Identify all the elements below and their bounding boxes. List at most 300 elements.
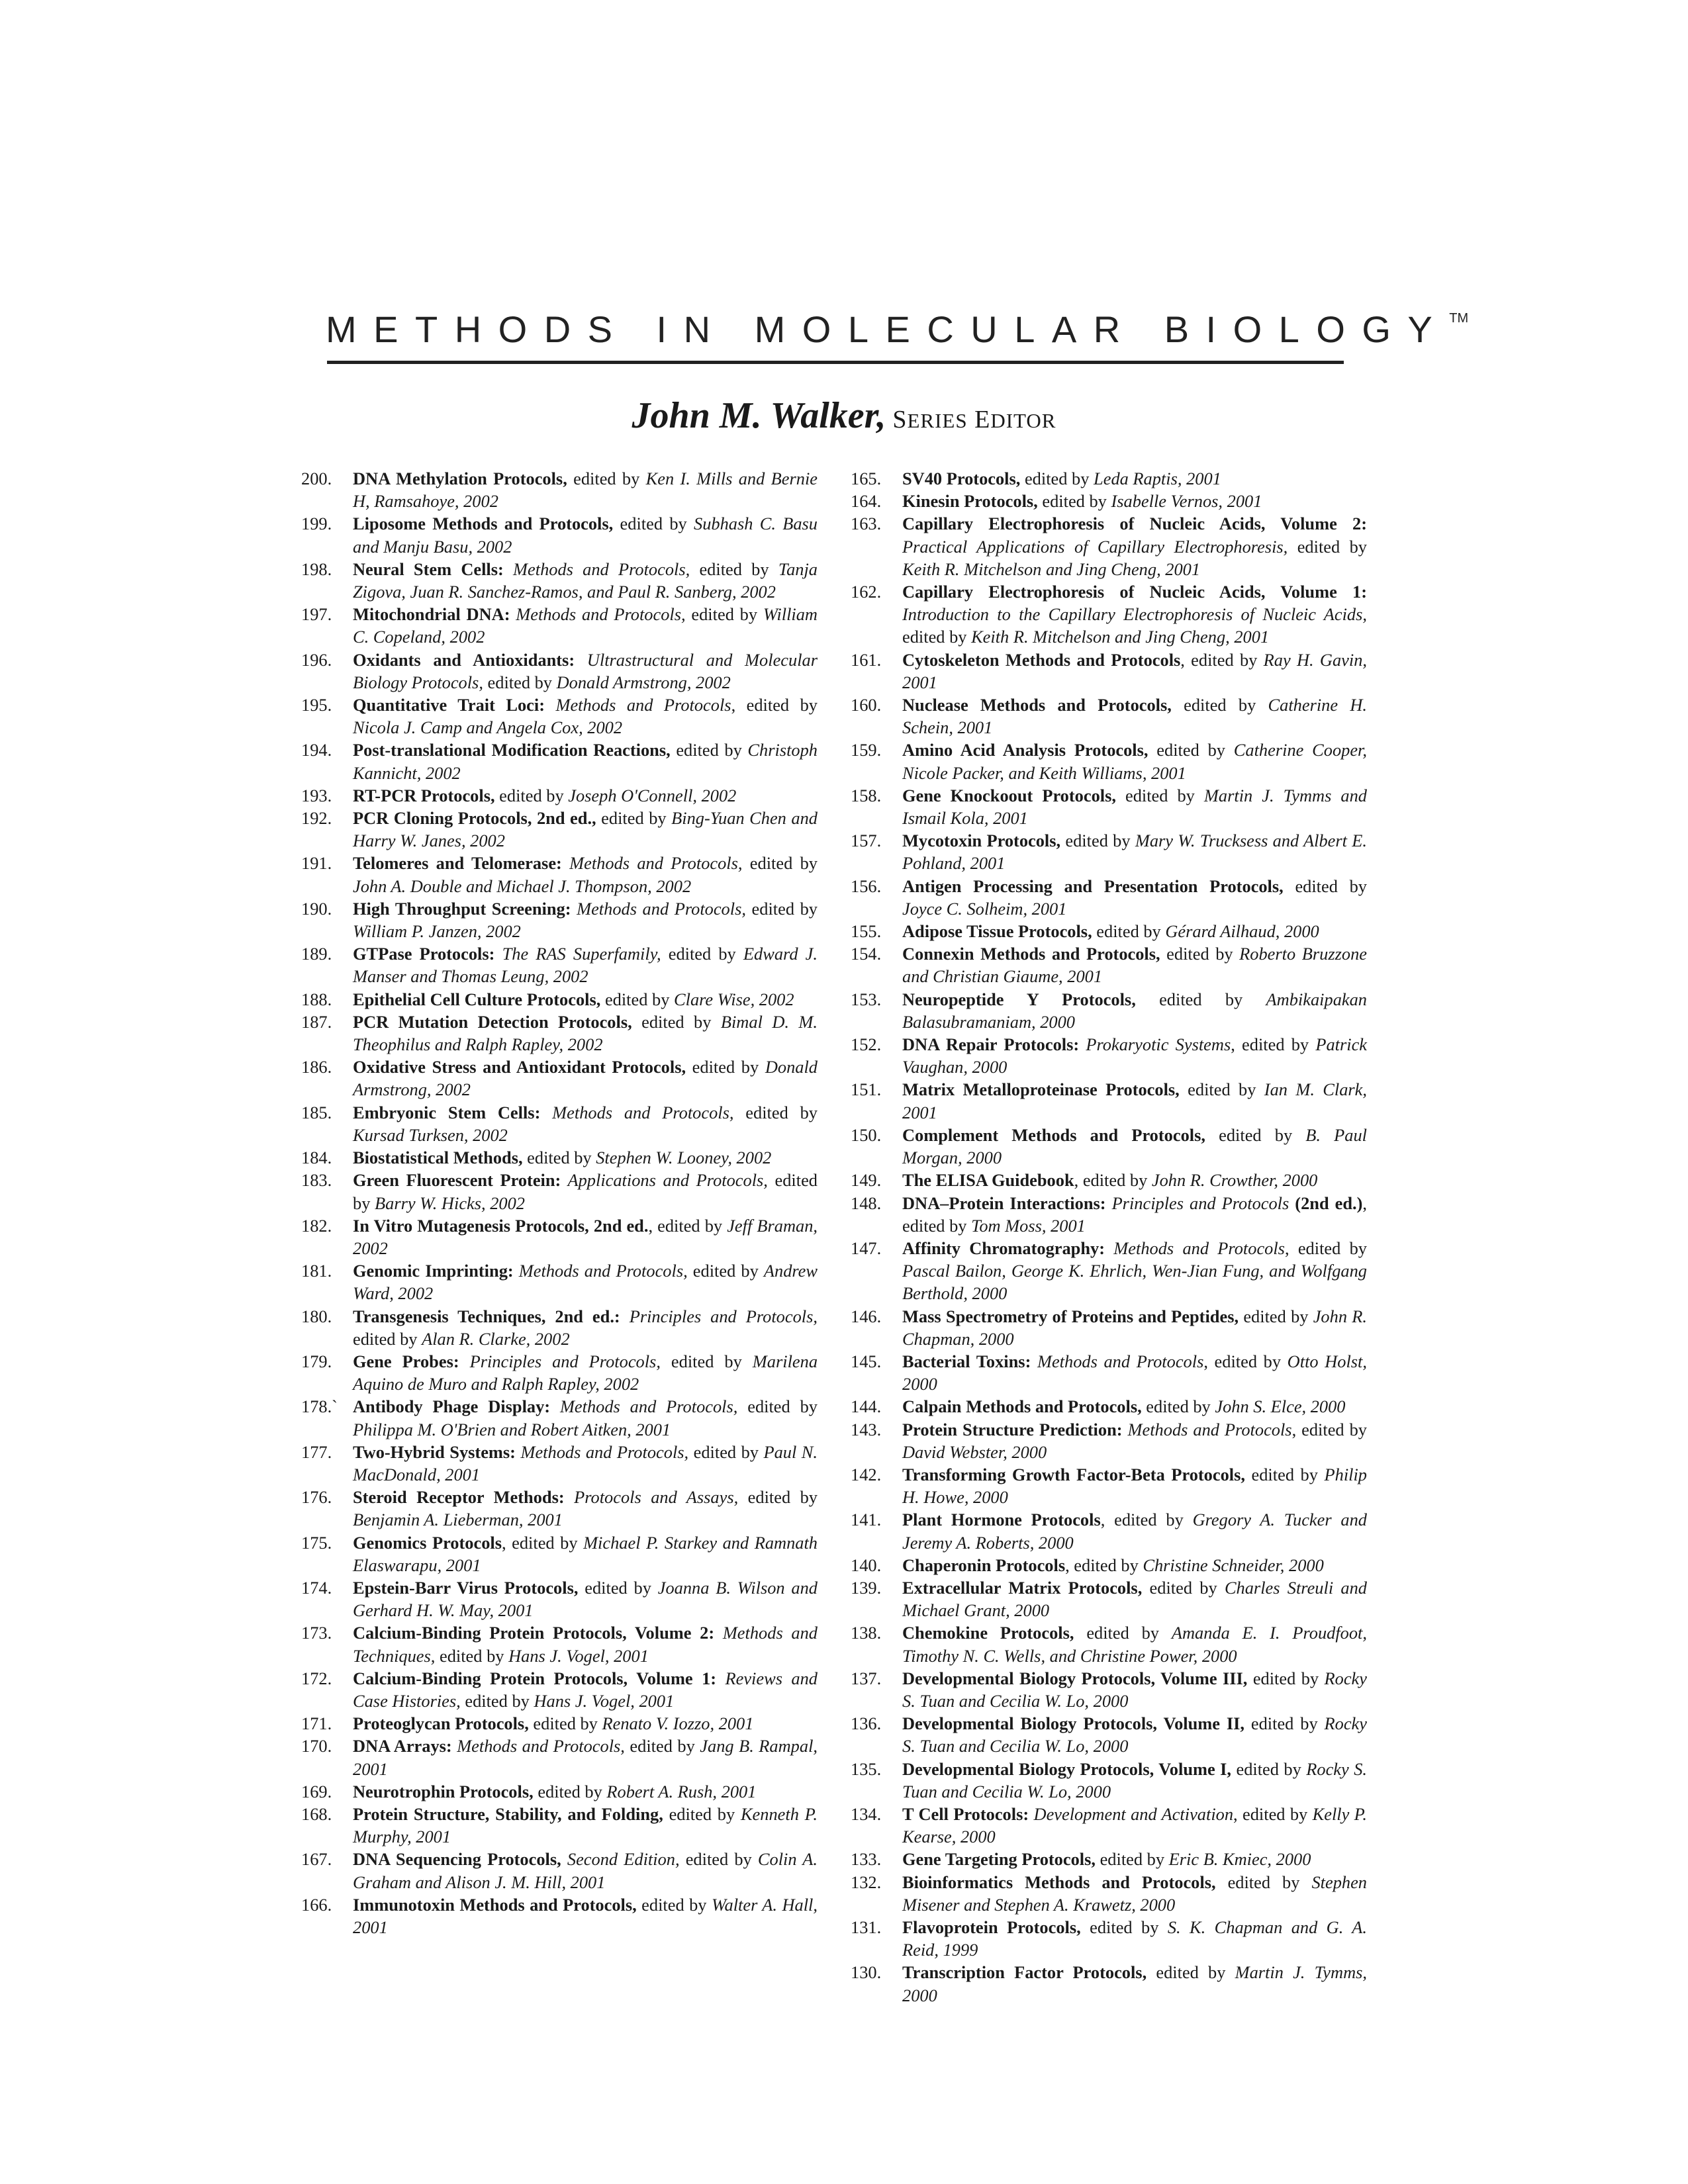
book-title: T Cell Protocols: bbox=[902, 1803, 1029, 1824]
book-number: 180. bbox=[301, 1306, 332, 1326]
editor-role bbox=[892, 406, 1056, 433]
book-title: DNA Methylation Protocols, bbox=[353, 469, 567, 488]
book-authors: Andrew Ward, 2002 bbox=[353, 1261, 818, 1304]
book-entry bbox=[301, 1169, 818, 1214]
book-title: Gene Probes: bbox=[353, 1351, 459, 1371]
edited-by-label: edited by bbox=[1074, 1623, 1172, 1643]
book-title: Nuclease Methods and Protocols, bbox=[902, 695, 1172, 715]
book-entry bbox=[301, 1486, 818, 1531]
book-authors: Subhash C. Basu and Manju Basu, 2002 bbox=[353, 514, 818, 557]
book-authors: Joyce C. Solheim, 2001 bbox=[902, 898, 1067, 919]
book-entry bbox=[301, 784, 818, 807]
book-number: 149. bbox=[851, 1170, 882, 1191]
book-authors: Renato V. Iozzo, 2001 bbox=[602, 1713, 754, 1734]
book-title: Capillary Electrophoresis of Nucleic Acids, Volume 1: bbox=[902, 582, 1367, 602]
book-entry bbox=[301, 558, 818, 603]
book-title: Embryonic Stem Cells: bbox=[353, 1102, 541, 1122]
right-book-list bbox=[851, 467, 1367, 2007]
book-authors: Kenneth P. Murphy, 2001 bbox=[353, 1803, 818, 1847]
book-subtitle: Methods and Protocols bbox=[1122, 1419, 1292, 1439]
edited-by-label: edited by bbox=[1205, 1124, 1306, 1145]
edited-by-label: edited by bbox=[578, 1577, 658, 1598]
book-title: Kinesin Protocols, bbox=[902, 491, 1038, 512]
edited-by-label: , edited by bbox=[1065, 1555, 1143, 1575]
book-subtitle: Methods and Protocols, bbox=[451, 1736, 625, 1756]
edited-by-label: edited by bbox=[494, 785, 569, 805]
book-number: 165. bbox=[851, 469, 882, 488]
book-authors: Bing-Yuan Chen and Harry W. Janes, 2002 bbox=[353, 808, 818, 851]
book-entry bbox=[851, 1916, 1367, 1961]
book-authors: Joseph O'Connell, 2002 bbox=[568, 785, 737, 805]
book-number: 143. bbox=[851, 1419, 882, 1439]
book-entry bbox=[301, 852, 818, 897]
book-authors: Donald Armstrong, 2002 bbox=[556, 672, 731, 692]
book-title: The ELISA Guidebook bbox=[902, 1170, 1074, 1191]
book-authors: Amanda E. I. Proudfoot, Timothy N. C. Wells, and Christine Power, 2000 bbox=[902, 1623, 1367, 1666]
book-authors: Stephen W. Looney, 2002 bbox=[596, 1148, 772, 1168]
book-authors: Roberto Bruzzone and Christian Giaume, 2001 bbox=[902, 944, 1367, 987]
book-title: GTPase Protocols: bbox=[353, 944, 495, 964]
edited-by-label: edited by bbox=[624, 1736, 700, 1756]
book-entry bbox=[851, 1554, 1367, 1576]
book-authors: Hans J. Vogel, 2001 bbox=[508, 1645, 649, 1666]
book-authors: Martin J. Tymms, 2000 bbox=[902, 1962, 1368, 2005]
book-number: 194. bbox=[301, 740, 332, 760]
editor-role-ditor: DITOR bbox=[990, 409, 1056, 432]
book-entry bbox=[851, 920, 1367, 942]
book-entry bbox=[301, 1101, 818, 1146]
book-entry bbox=[301, 467, 818, 512]
edited-by-label: edited by bbox=[1179, 1079, 1264, 1100]
book-number: 158. bbox=[851, 785, 882, 805]
book-entry bbox=[851, 1961, 1367, 2006]
book-entry bbox=[851, 467, 1367, 490]
book-entry bbox=[851, 829, 1367, 874]
trademark-mark: TM bbox=[1449, 311, 1469, 326]
book-number: 150. bbox=[851, 1124, 882, 1145]
book-entry bbox=[301, 1350, 818, 1395]
book-authors: Gérard Ailhaud, 2000 bbox=[1165, 921, 1319, 942]
book-entry bbox=[851, 1395, 1367, 1418]
book-authors: Rocky S. Tuan and Cecilia W. Lo, 2000 bbox=[902, 1758, 1367, 1801]
book-entry bbox=[851, 1621, 1367, 1666]
book-title: Steroid Receptor Methods: bbox=[353, 1487, 565, 1508]
editor-name: John M. Walker, bbox=[632, 395, 886, 436]
book-entry bbox=[851, 784, 1367, 829]
book-number: 176. bbox=[301, 1487, 332, 1508]
book-number: 187. bbox=[301, 1011, 332, 1032]
book-number: 179. bbox=[301, 1351, 332, 1371]
book-entry bbox=[301, 1395, 818, 1440]
book-authors: Isabelle Vernos, 2001 bbox=[1111, 491, 1262, 512]
book-title: Matrix Metalloproteinase Protocols, bbox=[902, 1079, 1180, 1100]
book-authors: Edward J. Manser and Thomas Leung, 2002 bbox=[353, 944, 818, 987]
book-authors: Tanja Zigova, Juan R. Sanchez-Ramos, and Paul R. Sanberg, 2002 bbox=[353, 559, 818, 602]
edited-by-label: edited by bbox=[632, 1011, 721, 1032]
book-entry bbox=[301, 512, 818, 557]
book-entry bbox=[301, 649, 818, 694]
book-title: Genomic Imprinting: bbox=[353, 1261, 514, 1281]
book-number: 169. bbox=[301, 1781, 332, 1801]
book-authors: Mary W. Trucksess and Albert E. Pohland, 2001 bbox=[902, 831, 1367, 874]
book-title: Antigen Processing and Presentation Protocols, bbox=[902, 876, 1284, 896]
book-number: 184. bbox=[301, 1148, 332, 1168]
edited-by-label: edited by bbox=[483, 672, 557, 692]
book-title: Quantitative Trait Loci: bbox=[353, 695, 545, 715]
book-title: Telomeres and Telomerase: bbox=[353, 853, 562, 874]
book-subtitle: Reviews and Case Histories, bbox=[353, 1668, 818, 1711]
book-subtitle: Development and Activation bbox=[1029, 1803, 1234, 1824]
book-authors: Philip H. Howe, 2000 bbox=[902, 1464, 1368, 1508]
book-title: Bioinformatics Methods and Protocols, bbox=[902, 1872, 1216, 1892]
book-entry bbox=[851, 490, 1367, 512]
book-number: 144. bbox=[851, 1396, 882, 1417]
book-title: Amino Acid Analysis Protocols, bbox=[902, 740, 1149, 760]
edited-by-label: edited by bbox=[679, 1849, 758, 1870]
edited-by-label: , edited by bbox=[1231, 1034, 1316, 1055]
book-authors: Marilena Aquino de Muro and Ralph Rapley, 2002 bbox=[353, 1351, 818, 1394]
book-entry bbox=[851, 1848, 1367, 1870]
book-number: 188. bbox=[301, 989, 332, 1009]
book-authors: Keith R. Mitchelson and Jing Cheng, 2001 bbox=[971, 627, 1270, 647]
book-title: Extracellular Matrix Protocols, bbox=[902, 1577, 1143, 1598]
book-number: 191. bbox=[301, 853, 332, 874]
book-number: 146. bbox=[851, 1306, 882, 1326]
edited-by-label: edited by bbox=[902, 627, 972, 647]
edited-by-label: edited by bbox=[690, 559, 778, 579]
book-authors: Rocky S. Tuan and Cecilia W. Lo, 2000 bbox=[902, 1713, 1367, 1756]
book-title: Chaperonin Protocols bbox=[902, 1555, 1066, 1575]
edited-by-label: edited by bbox=[596, 808, 672, 829]
edited-by-label: edited by bbox=[1060, 831, 1135, 851]
book-entry bbox=[301, 1305, 818, 1350]
book-number: 166. bbox=[301, 1894, 332, 1915]
book-entry bbox=[851, 1350, 1367, 1395]
book-number: 133. bbox=[851, 1849, 882, 1870]
book-number: 137. bbox=[851, 1668, 882, 1688]
book-title: Connexin Methods and Protocols, bbox=[902, 944, 1160, 964]
book-title: DNA Arrays: bbox=[353, 1736, 452, 1756]
book-number: 148. bbox=[851, 1193, 882, 1213]
book-title: Affinity Chromatography: bbox=[902, 1238, 1105, 1258]
book-number: 139. bbox=[851, 1577, 882, 1598]
book-number: 145. bbox=[851, 1351, 882, 1371]
book-entry bbox=[301, 1011, 818, 1056]
book-title: Transcription Factor Protocols, bbox=[902, 1962, 1147, 1983]
book-title: Epstein-Barr Virus Protocols, bbox=[353, 1577, 579, 1598]
book-entry bbox=[851, 1124, 1367, 1169]
book-entry bbox=[301, 988, 818, 1011]
book-entry bbox=[851, 1576, 1367, 1621]
book-number: 152. bbox=[851, 1034, 882, 1055]
book-title: Protein Structure, Stability, and Folding, bbox=[353, 1803, 663, 1824]
book-title: Gene Knockoout Protocols, bbox=[902, 785, 1116, 805]
edited-by-label: edited by bbox=[460, 1690, 534, 1711]
book-authors: Ken I. Mills and Bernie H, Ramsahoye, 2002 bbox=[353, 469, 818, 512]
edited-by-label: , edited by bbox=[731, 695, 818, 715]
book-number: 160. bbox=[851, 695, 882, 715]
book-title: Oxidative Stress and Antioxidant Protocols, bbox=[353, 1057, 686, 1077]
book-authors: Ray H. Gavin, 2001 bbox=[902, 649, 1367, 692]
book-authors: Walter A. Hall, 2001 bbox=[353, 1894, 818, 1937]
book-number: 183. bbox=[301, 1170, 332, 1191]
book-title: SV40 Protocols, bbox=[902, 469, 1021, 488]
book-authors: John R. Chapman, 2000 bbox=[902, 1306, 1367, 1349]
book-title: Developmental Biology Protocols, Volume III, bbox=[902, 1668, 1248, 1688]
edited-by-label: edited by bbox=[663, 1803, 741, 1824]
book-number: 153. bbox=[851, 989, 882, 1009]
book-number: 156. bbox=[851, 876, 882, 896]
book-authors: Catherine H. Schein, 2001 bbox=[902, 695, 1367, 738]
book-subtitle: Methods and Protocols bbox=[1105, 1238, 1285, 1258]
book-authors: John S. Elce, 2000 bbox=[1215, 1396, 1346, 1417]
edited-by-label: edited by bbox=[1092, 921, 1166, 942]
book-title: Neural Stem Cells: bbox=[353, 559, 504, 579]
book-number: 141. bbox=[851, 1510, 882, 1530]
book-entry bbox=[851, 739, 1367, 784]
editor-role-s: S bbox=[892, 406, 908, 433]
book-entry bbox=[301, 1735, 818, 1780]
book-title: Antibody Phage Display: bbox=[353, 1396, 551, 1417]
edited-by-label: edited by bbox=[533, 1781, 607, 1801]
book-subtitle: Methods and Protocols, bbox=[540, 1102, 734, 1122]
book-title: Oxidants and Antioxidants: bbox=[353, 649, 575, 670]
book-entry bbox=[851, 1078, 1367, 1123]
book-title: DNA Sequencing Protocols, bbox=[353, 1849, 561, 1870]
book-entry bbox=[851, 1667, 1367, 1712]
book-entry bbox=[851, 580, 1367, 649]
edited-by-label: edited by bbox=[1171, 695, 1268, 715]
edited-by-label: edited by bbox=[745, 898, 818, 919]
book-entry bbox=[851, 1871, 1367, 1916]
book-subtitle: Second Edition, bbox=[561, 1849, 680, 1870]
book-title: Calcium-Binding Protein Protocols, Volume 1: bbox=[353, 1668, 717, 1688]
book-title: Immunotoxin Methods and Protocols, bbox=[353, 1894, 637, 1915]
book-entry bbox=[851, 875, 1367, 920]
book-entry bbox=[851, 1033, 1367, 1078]
book-number: 197. bbox=[301, 604, 332, 625]
book-entry bbox=[851, 1803, 1367, 1848]
edited-by-label: edited by bbox=[522, 1148, 596, 1168]
book-number: 134. bbox=[851, 1803, 882, 1824]
book-authors: Philippa M. O'Brien and Robert Aitken, 2001 bbox=[353, 1419, 671, 1439]
book-title: Flavoprotein Protocols, bbox=[902, 1917, 1081, 1937]
book-entry bbox=[301, 694, 818, 739]
book-number: 199. bbox=[301, 514, 332, 534]
edited-by-label: , edited by bbox=[1233, 1803, 1313, 1824]
book-title: Two-Hybrid Systems: bbox=[353, 1441, 516, 1462]
book-authors: Pascal Bailon, George K. Ehrlich, Wen-Jian Fung, and Wolfgang Berthold, 2000 bbox=[902, 1261, 1367, 1304]
book-entry bbox=[301, 603, 818, 648]
edited-by-label: edited by bbox=[528, 1713, 602, 1734]
book-subtitle: Methods and Protocols, bbox=[510, 604, 686, 625]
book-authors: John A. Double and Michael J. Thompson, 2002 bbox=[353, 876, 692, 896]
book-title: Neurotrophin Protocols, bbox=[353, 1781, 534, 1801]
book-title: Transforming Growth Factor-Beta Protocols, bbox=[902, 1464, 1245, 1484]
book-authors: Donald Armstrong, 2002 bbox=[353, 1057, 818, 1100]
book-subtitle: Introduction to the Capillary Electrophoresis of Nucleic Acids, bbox=[902, 604, 1367, 625]
book-number: 163. bbox=[851, 514, 882, 534]
book-subtitle: Principles and Protocols bbox=[1105, 1193, 1289, 1213]
edited-by-label: , edited by bbox=[648, 1215, 727, 1236]
book-number: 175. bbox=[301, 1532, 332, 1553]
book-authors: Bimal D. M. Theophilus and Ralph Rapley, 2002 bbox=[353, 1011, 818, 1055]
book-authors: Tom Moss, 2001 bbox=[971, 1215, 1086, 1236]
book-authors: William P. Janzen, 2002 bbox=[353, 921, 521, 942]
book-entry bbox=[851, 1305, 1367, 1350]
book-number: 157. bbox=[851, 831, 882, 851]
book-entry bbox=[301, 1259, 818, 1304]
book-authors: Ambikaipakan Balasubramaniam, 2000 bbox=[902, 989, 1367, 1032]
book-entry bbox=[851, 512, 1367, 580]
edited-by-label: edited by bbox=[1142, 1577, 1225, 1598]
book-title: Post-translational Modification Reactions, bbox=[353, 740, 671, 760]
edited-by-label: edited by bbox=[660, 1351, 753, 1371]
book-number: 140. bbox=[851, 1555, 882, 1575]
book-title: Liposome Methods and Protocols, bbox=[353, 514, 614, 534]
book-authors: Jang B. Rampal, 2001 bbox=[353, 1736, 818, 1779]
edited-by-label: , edited by bbox=[902, 1193, 1368, 1236]
book-title: Transgenesis Techniques, 2nd ed.: bbox=[353, 1306, 620, 1326]
book-authors: Gregory A. Tucker and Jeremy A. Roberts, 2000 bbox=[902, 1510, 1367, 1553]
edited-by-label: edited by bbox=[688, 1441, 764, 1462]
book-entry bbox=[851, 988, 1367, 1033]
book-authors: Alan R. Clarke, 2002 bbox=[422, 1328, 570, 1349]
book-number: 130. bbox=[851, 1962, 882, 1983]
series-title-text: METHODS IN MOLECULAR BIOLOGY bbox=[326, 308, 1450, 350]
book-subtitle: Methods and Protocols bbox=[1031, 1351, 1204, 1371]
edited-by-label: edited by bbox=[670, 740, 748, 760]
editor-role-eries: ERIES bbox=[907, 409, 968, 432]
book-title: Developmental Biology Protocols, Volume II, bbox=[902, 1713, 1244, 1734]
book-title: Adipose Tissue Protocols, bbox=[902, 921, 1092, 942]
book-entry bbox=[301, 1712, 818, 1735]
edited-by-label: edited by bbox=[733, 1102, 818, 1122]
book-authors: Charles Streuli and Michael Grant, 2000 bbox=[902, 1577, 1367, 1621]
book-number: 198. bbox=[301, 559, 332, 579]
book-number: 138. bbox=[851, 1623, 882, 1643]
edited-by-label: edited by bbox=[1095, 1849, 1169, 1870]
book-authors: Joanna B. Wilson and Gerhard H. W. May, 2001 bbox=[353, 1577, 818, 1621]
book-entry bbox=[851, 1237, 1367, 1305]
edited-by-label: edited by bbox=[1020, 469, 1094, 488]
book-subtitle: Principles and Protocols, bbox=[620, 1306, 818, 1326]
book-authors: Rocky S. Tuan and Cecilia W. Lo, 2000 bbox=[902, 1668, 1367, 1711]
book-entry bbox=[301, 1893, 818, 1938]
edited-by-label: edited by bbox=[1239, 1306, 1313, 1326]
edited-by-label: , edited by bbox=[1284, 1238, 1367, 1258]
book-subtitle: Methods and Protocols, bbox=[513, 1261, 688, 1281]
book-entry bbox=[301, 1214, 818, 1259]
edited-by-label: edited by bbox=[353, 1170, 818, 1213]
book-authors: Christoph Kannicht, 2002 bbox=[353, 740, 818, 783]
edited-by-label: edited by bbox=[1141, 1396, 1215, 1417]
book-authors: Clare Wise, 2002 bbox=[674, 989, 794, 1009]
book-number: 151. bbox=[851, 1079, 882, 1100]
book-title-suffix: (2nd ed.) bbox=[1289, 1193, 1363, 1213]
edited-by-label: , edited by bbox=[1100, 1510, 1193, 1530]
book-entry bbox=[301, 1848, 818, 1893]
book-authors: Barry W. Hicks, 2002 bbox=[375, 1193, 525, 1213]
book-title: Capillary Electrophoresis of Nucleic Acids, Volume 2: bbox=[902, 514, 1367, 534]
series-editor-line bbox=[0, 397, 1688, 434]
edited-by-label: edited by bbox=[1160, 944, 1240, 964]
book-number: 196. bbox=[301, 649, 332, 670]
book-title: Mycotoxin Protocols, bbox=[902, 831, 1061, 851]
book-authors: Catherine Cooper, Nicole Packer, and Keith Williams, 2001 bbox=[902, 740, 1367, 783]
book-title: Plant Hormone Protocols bbox=[902, 1510, 1101, 1530]
book-number: 132. bbox=[851, 1872, 882, 1892]
book-number: 186. bbox=[301, 1057, 332, 1077]
book-subtitle: Protocols and Assays, bbox=[564, 1487, 739, 1508]
book-authors: S. K. Chapman and G. A. Reid, 1999 bbox=[902, 1917, 1367, 1960]
book-title: PCR Cloning Protocols, 2nd ed., bbox=[353, 808, 596, 829]
edited-by-label: edited by bbox=[567, 469, 646, 488]
book-authors: Jeff Braman, 2002 bbox=[353, 1215, 818, 1258]
book-entry bbox=[851, 1192, 1367, 1237]
book-entry bbox=[301, 1803, 818, 1848]
book-authors: William C. Copeland, 2002 bbox=[353, 604, 818, 647]
book-entry bbox=[851, 942, 1367, 987]
book-number: 161. bbox=[851, 649, 882, 670]
book-title: Calcium-Binding Protein Protocols, Volume 2: bbox=[353, 1623, 715, 1643]
edited-by-label: edited by bbox=[600, 989, 675, 1009]
book-title: Epithelial Cell Culture Protocols, bbox=[353, 989, 601, 1009]
book-authors: B. Paul Morgan, 2000 bbox=[902, 1124, 1368, 1168]
book-number: 190. bbox=[301, 898, 332, 919]
book-number: 171. bbox=[301, 1713, 332, 1734]
book-subtitle: The RAS Superfamily, bbox=[494, 944, 661, 964]
book-title: PCR Mutation Detection Protocols, bbox=[353, 1011, 632, 1032]
book-authors: Nicola J. Camp and Angela Cox, 2002 bbox=[353, 717, 623, 738]
book-authors: Benjamin A. Lieberman, 2001 bbox=[353, 1510, 563, 1530]
book-title: Calpain Methods and Protocols, bbox=[902, 1396, 1142, 1417]
edited-by-label: , edited by bbox=[1203, 1351, 1288, 1371]
book-title: DNA Repair Protocols: bbox=[902, 1034, 1080, 1055]
book-authors: Hans J. Vogel, 2001 bbox=[534, 1690, 675, 1711]
book-number: 193. bbox=[301, 785, 332, 805]
edited-by-label: edited by bbox=[1244, 1464, 1325, 1484]
book-number: 168. bbox=[301, 1803, 332, 1824]
book-entry bbox=[851, 649, 1367, 694]
book-number: 164. bbox=[851, 491, 882, 512]
book-number: 159. bbox=[851, 740, 882, 760]
book-number: 162. bbox=[851, 582, 882, 602]
book-entry bbox=[301, 1780, 818, 1803]
book-title: Genomics Protocols bbox=[353, 1532, 502, 1553]
edited-by-label: edited by bbox=[738, 1487, 818, 1508]
book-entry bbox=[851, 1463, 1367, 1508]
book-authors: Colin A. Graham and Alison J. M. Hill, 2001 bbox=[353, 1849, 818, 1892]
book-title: DNA–Protein Interactions: bbox=[902, 1193, 1106, 1213]
book-number: 200. bbox=[301, 469, 332, 488]
book-entry bbox=[301, 1441, 818, 1486]
edited-by-label: edited by bbox=[1215, 1872, 1312, 1892]
book-entry bbox=[301, 1667, 818, 1712]
edited-by-label: edited by bbox=[1244, 1713, 1325, 1734]
book-authors: Patrick Vaughan, 2000 bbox=[902, 1034, 1368, 1077]
book-authors: Christine Schneider, 2000 bbox=[1143, 1555, 1324, 1575]
edited-by-label: edited by bbox=[1135, 989, 1266, 1009]
book-subtitle: Methods and Protocols, bbox=[550, 1396, 738, 1417]
book-number: 170. bbox=[301, 1736, 332, 1756]
edited-by-label: edited by bbox=[737, 1396, 818, 1417]
book-entry bbox=[301, 807, 818, 852]
book-entry bbox=[851, 1758, 1367, 1803]
edited-by-label: edited by bbox=[1283, 876, 1367, 896]
book-entry bbox=[301, 1576, 818, 1621]
book-entry bbox=[301, 1146, 818, 1169]
